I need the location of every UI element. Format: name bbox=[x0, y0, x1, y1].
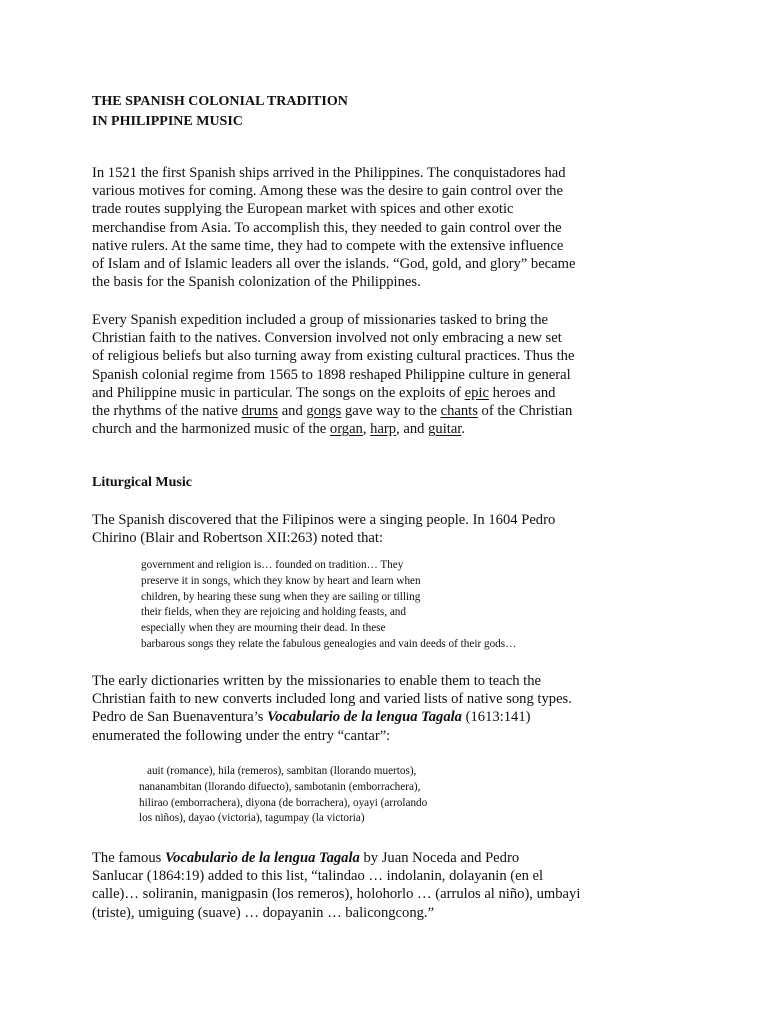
text-segment: (1613:141) bbox=[461, 709, 531, 726]
text-segment: . bbox=[461, 421, 466, 438]
quote-line: los niños), dayao (victoria), tagumpay (la victoria) bbox=[139, 812, 365, 825]
quote-line: hilirao (emborrachera), diyona (de borrachera), oyayi (arrolando bbox=[139, 796, 428, 809]
intro-paragraph bbox=[92, 164, 575, 291]
text-line: The early dictionaries written by the missionaries to enable them to teach the bbox=[92, 673, 542, 689]
text-line: Every Spanish expedition included a group of missionaries tasked to bring the bbox=[92, 312, 548, 328]
text-line: (triste), umiguing (suave) … dopayanin … balicongcong.” bbox=[92, 904, 435, 921]
link-drums[interactable]: drums bbox=[241, 403, 279, 420]
title-line: THE SPANISH COLONIAL TRADITION bbox=[92, 94, 348, 109]
text-segment: by Juan Noceda and Pedro bbox=[359, 850, 520, 866]
text-line: merchandise from Asia. To accomplish this, they needed to gain control over the bbox=[92, 219, 562, 236]
document-title bbox=[92, 92, 348, 132]
text-line: Sanlucar (1864:19) added to this list, “talindao … indolanin, dolayanin (en el bbox=[92, 868, 544, 885]
text-line bbox=[92, 384, 574, 402]
text-line: Christian faith to new converts included long and varied lists of native song types. bbox=[92, 691, 572, 708]
text-line: of Islam and of Islamic leaders all over the islands. “God, gold, and glory” became bbox=[92, 256, 576, 273]
text-segment: gave way to the bbox=[341, 403, 441, 420]
text-line bbox=[92, 402, 574, 420]
text-segment: of the Christian bbox=[477, 403, 573, 420]
text-line: of religious beliefs but also turning away from existing cultural practices. Thus the bbox=[92, 348, 575, 365]
text-line: Christian faith to the natives. Conversion involved not only embracing a new set bbox=[92, 330, 562, 347]
text-line: enumerated the following under the entry “cantar”: bbox=[92, 727, 391, 744]
quote-line: government and religion is… founded on tradition… They bbox=[141, 559, 404, 571]
link-gongs[interactable]: gongs bbox=[306, 403, 342, 420]
text-segment: church and the harmonized music of the bbox=[92, 421, 330, 438]
text-line: In 1521 the first Spanish ships arrived in the Philippines. The conquistadores had bbox=[92, 165, 566, 181]
quote-line: especially when they are mourning their dead. In these bbox=[141, 622, 386, 635]
dictionaries-paragraph bbox=[92, 672, 572, 745]
title-line: IN PHILIPPINE MUSIC bbox=[92, 114, 243, 129]
text-line: trade routes supplying the European market with spices and other exotic bbox=[92, 201, 514, 218]
chirino-quote bbox=[141, 558, 516, 653]
book-title: Vocabulario de la lengua Tagala bbox=[164, 850, 360, 866]
text-line bbox=[92, 420, 574, 438]
quote-line: barbarous songs they relate the fabulous genealogies and vain deeds of their gods… bbox=[141, 637, 517, 650]
quote-line: their fields, when they are rejoicing and holding feasts, and bbox=[141, 606, 406, 619]
quote-line: children, by hearing these sung when they are sailing or tilling bbox=[141, 590, 421, 603]
text-segment: Pedro de San Buenaventura’s bbox=[92, 709, 268, 726]
cantar-entry-quote bbox=[139, 764, 427, 827]
noceda-paragraph bbox=[92, 849, 580, 922]
link-epic[interactable]: epic bbox=[464, 384, 489, 401]
expedition-paragraph bbox=[92, 311, 574, 438]
book-title: Vocabulario de la lengua Tagala bbox=[267, 709, 462, 726]
text-segment: and Philippine music in particular. The songs on the exploits of bbox=[92, 384, 465, 401]
text-line: Chirino (Blair and Robertson XII:263) noted that: bbox=[92, 530, 384, 547]
text-line bbox=[92, 849, 580, 867]
link-organ[interactable]: organ bbox=[329, 421, 363, 438]
quote-line: nananambitan (llorando difuecto), sambotanin (emborrachera), bbox=[139, 780, 421, 793]
text-segment: and bbox=[278, 403, 307, 420]
text-line: Spanish colonial regime from 1565 to 1898 reshaped Philippine culture in general bbox=[92, 366, 571, 383]
text-line: the basis for the Spanish colonization of the Philippines. bbox=[92, 274, 421, 291]
text-line bbox=[92, 708, 572, 726]
text-line: The Spanish discovered that the Filipinos were a singing people. In 1604 Pedro bbox=[92, 512, 556, 528]
text-segment: , and bbox=[396, 421, 429, 438]
text-line: various motives for coming. Among these was the desire to gain control over the bbox=[92, 183, 563, 200]
link-harp[interactable]: harp bbox=[370, 421, 397, 438]
text-line: native rulers. At the same time, they had to compete with the extensive influence bbox=[92, 237, 564, 254]
text-segment: the rhythms of the native bbox=[92, 403, 242, 420]
text-segment: The famous bbox=[92, 850, 165, 866]
quote-line: auit (romance), hila (remeros), sambitan (llorando muertos), bbox=[147, 765, 417, 777]
quote-line: preserve it in songs, which they know by heart and learn when bbox=[141, 574, 421, 587]
link-chants[interactable]: chants bbox=[440, 403, 478, 420]
section-heading-liturgical-music: Liturgical Music bbox=[92, 475, 192, 490]
text-segment: , bbox=[362, 421, 371, 438]
link-guitar[interactable]: guitar bbox=[428, 421, 462, 438]
text-segment: heroes and bbox=[488, 384, 556, 401]
chirino-paragraph bbox=[92, 511, 555, 547]
text-line: calle)… soliranin, manigpasin (los remeros), holohorlo … (arrulos al niño), umbayi bbox=[92, 886, 581, 903]
